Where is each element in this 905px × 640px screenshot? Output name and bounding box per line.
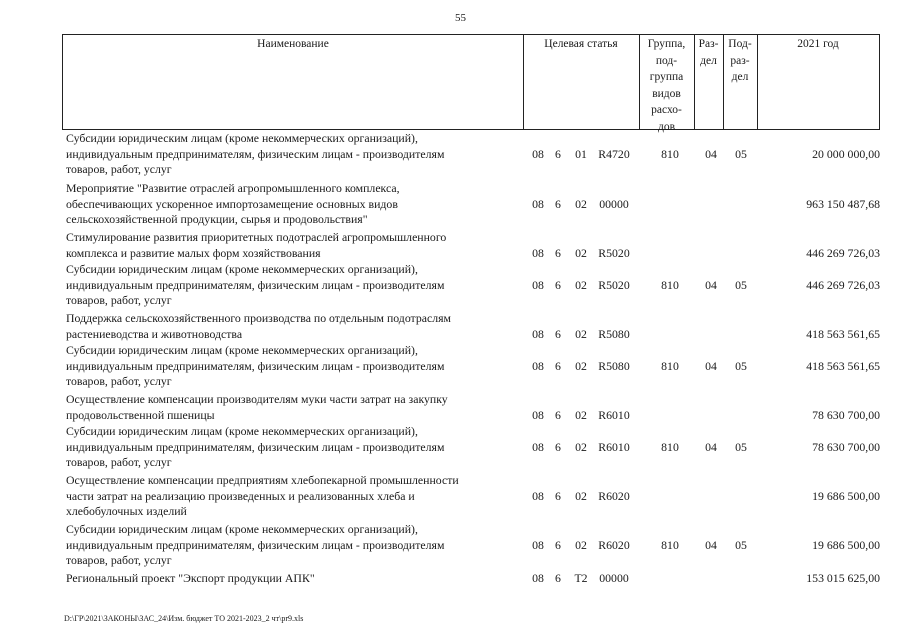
section-code: 04 (705, 358, 717, 373)
code-direction: 02 (575, 277, 587, 292)
expense-group-code: 810 (661, 439, 679, 454)
footer-file-path: D:\ГР\2021\ЗАКОНЫ\ЗАС_24\Изм. бюджет ТО 2021-2023_2 чт\pr9.xls (64, 614, 304, 623)
code-subprogram: 6 (555, 277, 561, 292)
row-name (66, 392, 528, 423)
code-expense: 00000 (599, 571, 629, 585)
code-program: 08 (532, 488, 544, 503)
code-expense: R6010 (598, 407, 630, 422)
code-direction: 02 (575, 358, 587, 373)
row-name-line: Субсидии юридическим лицам (кроме некоммерческих организаций), (66, 343, 418, 357)
code-subprogram: 6 (555, 146, 561, 161)
row-name-line: части затрат на реализацию произведенных и реализованных хлеба и (66, 488, 415, 503)
code-program: 08 (532, 277, 544, 292)
code-program: 08 (532, 439, 544, 454)
code-program: 08 (532, 537, 544, 552)
row-name-line: товаров, работ, услуг (66, 553, 172, 567)
code-subprogram: 6 (555, 196, 561, 211)
expense-group-code: 810 (661, 146, 679, 161)
code-subprogram: 6 (555, 358, 561, 373)
row-amount: 153 015 625,00 (806, 571, 880, 585)
code-program: 08 (532, 407, 544, 422)
subsection-code: 05 (735, 537, 747, 552)
row-name-line: Субсидии юридическим лицам (кроме некоммерческих организаций), (66, 262, 418, 276)
row-name (66, 473, 528, 520)
row-name-line: Поддержка сельскохозяйственного производства по отдельным подотраслям (66, 311, 452, 325)
header-subsection: Под- раз- дел (728, 38, 752, 83)
row-name-line: Региональный проект "Экспорт продукции АПК" (66, 571, 315, 585)
code-direction: 02 (575, 196, 587, 211)
code-expense: R6020 (598, 537, 630, 552)
page-number: 55 (455, 12, 466, 24)
row-name-line: товаров, работ, услуг (66, 293, 172, 307)
row-amount: 418 563 561,65 (806, 326, 880, 341)
row-name-line: товаров, работ, услуг (66, 455, 172, 469)
section-code: 04 (705, 277, 717, 292)
row-amount: 20 000 000,00 (812, 146, 880, 161)
code-program: 08 (532, 146, 544, 161)
code-expense: R6010 (598, 439, 630, 454)
code-subprogram: 6 (555, 245, 561, 260)
row-amount: 963 150 487,68 (806, 196, 880, 211)
code-expense: R5080 (598, 326, 630, 341)
header-year: 2021 год (797, 38, 839, 50)
row-name-line: Субсидии юридическим лицам (кроме некоммерческих организаций), (66, 424, 418, 438)
row-name (66, 424, 528, 471)
code-direction: 01 (575, 146, 587, 161)
expense-group-code: 810 (661, 277, 679, 292)
code-expense: R6020 (598, 488, 630, 503)
code-direction: 02 (575, 488, 587, 503)
row-name-line: Мероприятие "Развитие отраслей агропромышленного комплекса, (66, 181, 400, 195)
code-program: 08 (532, 571, 544, 585)
row-name-line: Осуществление компенсации предприятиям хлебопекарной промышленности (66, 473, 459, 487)
section-code: 04 (705, 439, 717, 454)
expense-group-code: 810 (661, 537, 679, 552)
header-expense-group: Группа, под- группа видов расхо- дов (647, 38, 686, 133)
row-amount: 19 686 500,00 (812, 537, 880, 552)
row-name (66, 522, 528, 569)
header-target-article: Целевая статья (544, 38, 618, 50)
code-subprogram: 6 (555, 439, 561, 454)
code-expense: R5080 (598, 358, 630, 373)
row-name-line: комплекса и развитие малых форм хозяйствования (66, 245, 321, 260)
row-name-line: Субсидии юридическим лицам (кроме некоммерческих организаций), (66, 131, 418, 145)
table-header (62, 34, 880, 133)
code-subprogram: 6 (555, 537, 561, 552)
row-name-line: Осуществление компенсации производителям муки части затрат на закупку (66, 392, 448, 406)
row-name-line: индивидуальным предпринимателям, физическим лицам - производителям (66, 277, 445, 292)
subsection-code: 05 (735, 146, 747, 161)
code-expense: 00000 (599, 196, 629, 211)
row-name-line: Стимулирование развития приоритетных подотраслей агропромышленного (66, 230, 447, 244)
row-name-line: хлебобулочных изделий (66, 504, 187, 518)
code-subprogram: 6 (555, 407, 561, 422)
row-amount: 19 686 500,00 (812, 488, 880, 503)
subsection-code: 05 (735, 277, 747, 292)
code-direction: 02 (575, 407, 587, 422)
subsection-code: 05 (735, 439, 747, 454)
section-code: 04 (705, 537, 717, 552)
row-name-line: товаров, работ, услуг (66, 162, 172, 176)
row-name (66, 343, 528, 390)
code-direction: T2 (574, 571, 588, 585)
code-direction: 02 (575, 439, 587, 454)
row-name (66, 131, 528, 178)
header-section: Раз- дел (698, 38, 719, 67)
row-name-line: сельскохозяйственной продукции, сырья и продовольствия" (66, 212, 368, 226)
row-name (66, 181, 528, 228)
code-program: 08 (532, 196, 544, 211)
code-direction: 02 (575, 326, 587, 341)
code-direction: 02 (575, 537, 587, 552)
row-amount: 446 269 726,03 (806, 245, 880, 260)
row-name-line: Субсидии юридическим лицам (кроме некоммерческих организаций), (66, 522, 418, 536)
code-expense: R5020 (598, 245, 630, 260)
subsection-code: 05 (735, 358, 747, 373)
row-name (66, 311, 528, 342)
row-amount: 418 563 561,65 (806, 358, 880, 373)
row-name-line: растениеводства и животноводства (66, 326, 243, 341)
row-name (66, 230, 528, 261)
row-name (66, 571, 528, 587)
code-program: 08 (532, 358, 544, 373)
row-name-line: индивидуальным предпринимателям, физическим лицам - производителям (66, 537, 445, 552)
code-program: 08 (532, 326, 544, 341)
code-subprogram: 6 (555, 326, 561, 341)
code-subprogram: 6 (555, 571, 561, 585)
row-name-line: индивидуальным предпринимателям, физическим лицам - производителям (66, 439, 445, 454)
row-amount: 78 630 700,00 (812, 407, 880, 422)
row-amount: 446 269 726,03 (806, 277, 880, 292)
code-direction: 02 (575, 245, 587, 260)
row-name (66, 262, 528, 309)
header-name: Наименование (257, 38, 329, 50)
row-name-line: товаров, работ, услуг (66, 374, 172, 388)
code-expense: R4720 (598, 146, 630, 161)
code-expense: R5020 (598, 277, 630, 292)
row-amount: 78 630 700,00 (812, 439, 880, 454)
row-name-line: индивидуальным предпринимателям, физическим лицам - производителям (66, 358, 445, 373)
row-name-line: обеспечивающих ускоренное импортозамещение основных видов (66, 196, 398, 211)
code-subprogram: 6 (555, 488, 561, 503)
section-code: 04 (705, 146, 717, 161)
row-name-line: продовольственной пшеницы (66, 407, 215, 422)
code-program: 08 (532, 245, 544, 260)
expense-group-code: 810 (661, 358, 679, 373)
row-name-line: индивидуальным предпринимателям, физическим лицам - производителям (66, 146, 445, 161)
